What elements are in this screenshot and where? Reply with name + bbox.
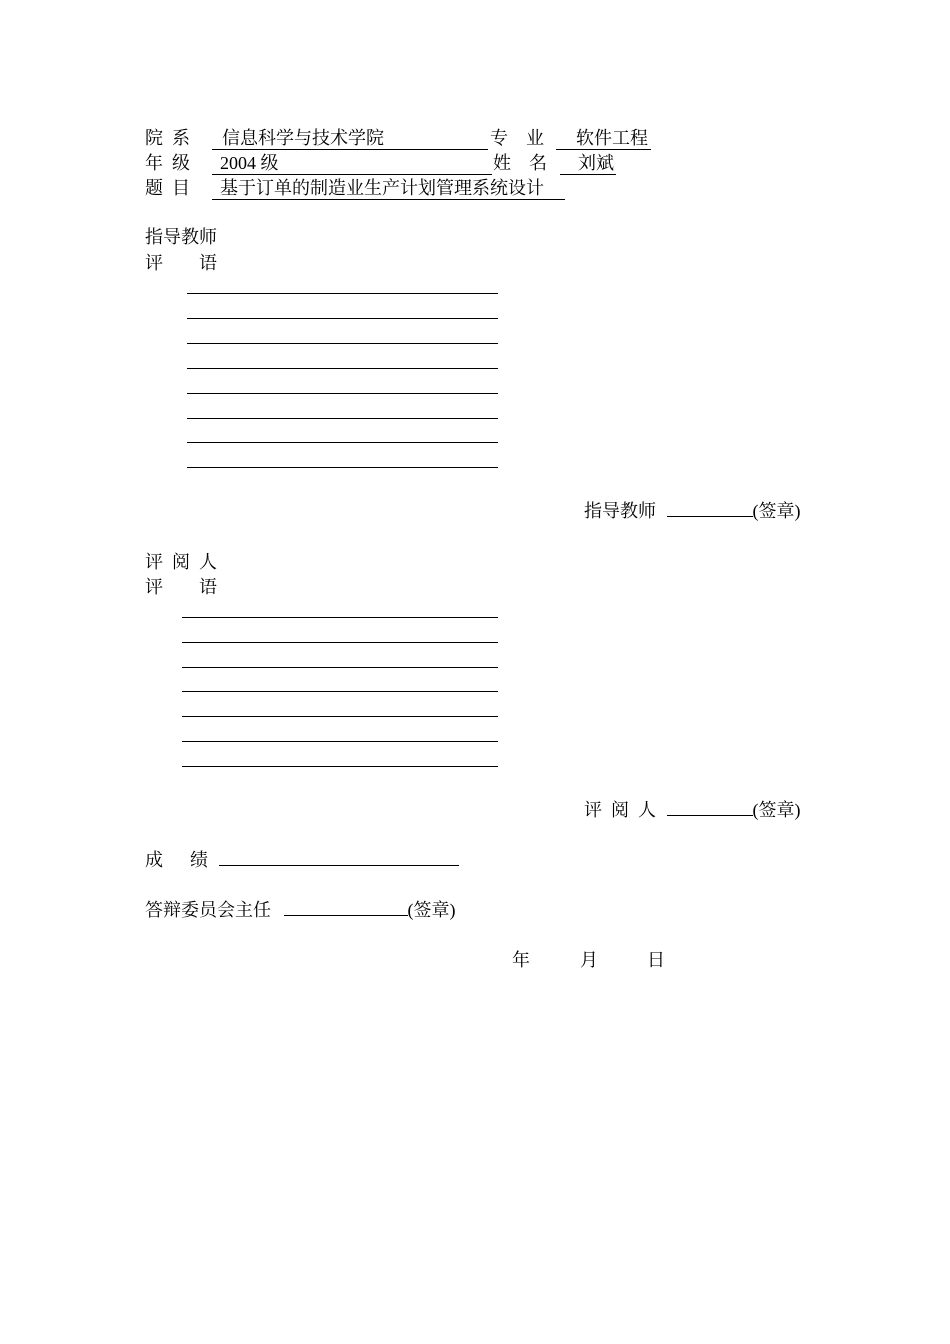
topic-value: 基于订单的制造业生产计划管理系统设计 <box>220 178 544 198</box>
committee-sign-suffix: (签章) <box>407 900 456 920</box>
advisor-sign-blank <box>667 500 753 517</box>
reviewer-comment-line <box>182 741 498 742</box>
major-field <box>556 127 651 150</box>
advisor-comment-line <box>187 318 498 319</box>
major-value: 软件工程 <box>576 128 648 148</box>
advisor-comment-line <box>187 368 498 369</box>
reviewer-sign-label: 评 阅 人 <box>584 800 656 820</box>
dept-field <box>212 127 488 150</box>
reviewer-comment-line <box>182 716 498 717</box>
reviewer-comment-line <box>182 667 498 668</box>
score-row <box>145 849 459 871</box>
name-value: 刘斌 <box>578 153 614 173</box>
reviewer-comment-line <box>182 617 498 618</box>
advisor-signature <box>584 500 801 522</box>
reviewer-heading: 评 阅 人 <box>145 552 217 572</box>
committee-sign-blank <box>284 899 408 916</box>
reviewer-signature <box>584 799 801 821</box>
reviewer-comment-label: 评 语 <box>145 577 217 597</box>
topic-field <box>212 177 565 200</box>
date-day: 日 <box>647 950 665 970</box>
reviewer-comment-line <box>182 691 498 692</box>
date-month: 月 <box>580 950 598 970</box>
advisor-comment-line <box>187 442 498 443</box>
major-label: 专 业 <box>490 128 544 148</box>
dept-label: 院 系 <box>145 128 190 148</box>
name-label: 姓 名 <box>493 153 547 173</box>
score-label: 成 绩 <box>145 850 208 870</box>
advisor-comment-line <box>187 393 498 394</box>
advisor-comment-label: 评 语 <box>145 253 217 273</box>
grade-year-value: 2004 级 <box>220 153 279 173</box>
score-blank <box>219 849 459 866</box>
advisor-sign-label: 指导教师 <box>584 501 656 521</box>
advisor-comment-line <box>187 418 498 419</box>
reviewer-comment-line <box>182 766 498 767</box>
reviewer-sign-suffix: (签章) <box>752 800 801 820</box>
dept-value: 信息科学与技术学院 <box>222 128 384 148</box>
advisor-comment-line <box>187 343 498 344</box>
advisor-sign-suffix: (签章) <box>752 501 801 521</box>
name-field <box>560 152 616 175</box>
advisor-comment-line <box>187 467 498 468</box>
reviewer-comment-line <box>182 642 498 643</box>
advisor-comment-line <box>187 293 498 294</box>
advisor-heading: 指导教师 <box>145 227 217 247</box>
grade-year-label: 年 级 <box>145 153 190 173</box>
date-year: 年 <box>512 950 530 970</box>
topic-label: 题 目 <box>145 178 190 198</box>
reviewer-sign-blank <box>667 799 753 816</box>
grade-year-field <box>212 152 492 175</box>
committee-row <box>145 899 456 921</box>
committee-label: 答辩委员会主任 <box>145 900 271 920</box>
